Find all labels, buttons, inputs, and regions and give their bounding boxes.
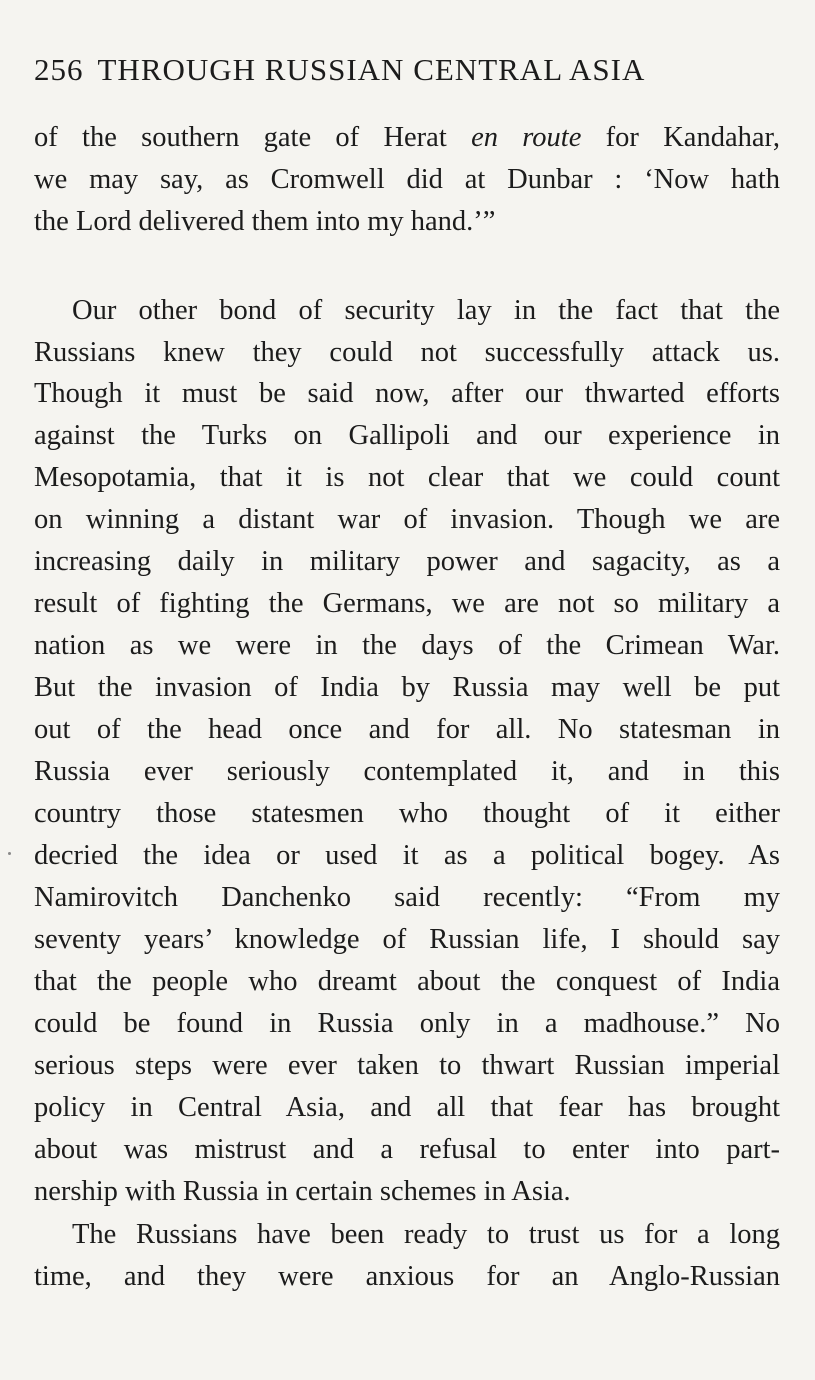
text-line: about was mistrust and a refusal to enter into part-: [34, 1134, 780, 1165]
text-line: the Lord delivered them into my hand.’”: [34, 206, 496, 237]
text-line: nation as we were in the days of the Crimean War.: [34, 630, 780, 661]
running-title: THROUGH RUSSIAN CENTRAL ASIA: [97, 52, 646, 87]
text-line: Russians knew they could not successfully attack us.: [34, 337, 780, 368]
text-line: against the Turks on Gallipoli and our experience in: [34, 420, 780, 451]
text-line: Though it must be said now, after our thwarted efforts: [34, 378, 780, 409]
text-line: time, and they were anxious for an Anglo-Russian: [34, 1261, 780, 1292]
text-line: But the invasion of India by Russia may well be put: [34, 672, 780, 703]
text-line: on winning a distant war of invasion. Though we are: [34, 504, 780, 535]
text-line: nership with Russia in certain schemes in Asia.: [34, 1176, 571, 1207]
text-line: serious steps were ever taken to thwart Russian imperial: [34, 1050, 780, 1081]
text-line: Mesopotamia, that it is not clear that we could count: [34, 462, 780, 493]
text-line: we may say, as Cromwell did at Dunbar : ‘Now hath: [34, 164, 780, 195]
text-line: Our other bond of security lay in the fact that the: [72, 295, 780, 326]
text-line: Namirovitch Danchenko said recently: “From my: [34, 882, 780, 913]
text-line: result of fighting the Germans, we are not so military a: [34, 588, 780, 619]
text-line: Russia ever seriously contemplated it, and in this: [34, 756, 780, 787]
text-line: The Russians have been ready to trust us for a long: [72, 1219, 780, 1250]
italic-phrase: en route: [471, 122, 582, 153]
running-header: [34, 52, 734, 96]
text-line: out of the head once and for all. No statesman in: [34, 714, 780, 745]
text-line: increasing daily in military power and sagacity, as a: [34, 546, 780, 577]
text-line: country those statesmen who thought of it either: [34, 798, 780, 829]
text-line: seventy years’ knowledge of Russian life, I should say: [34, 924, 780, 955]
text-line: decried the idea or used it as a political bogey. As: [34, 840, 780, 871]
text-line: could be found in Russia only in a madhouse.” No: [34, 1008, 780, 1039]
text-line: policy in Central Asia, and all that fear has brought: [34, 1092, 780, 1123]
margin-speck: [8, 852, 11, 855]
text-line: that the people who dreamt about the conquest of India: [34, 966, 780, 997]
page-number: 256: [34, 52, 84, 87]
text-line: of the southern gate of Herat en route for Kandahar,: [34, 122, 780, 153]
